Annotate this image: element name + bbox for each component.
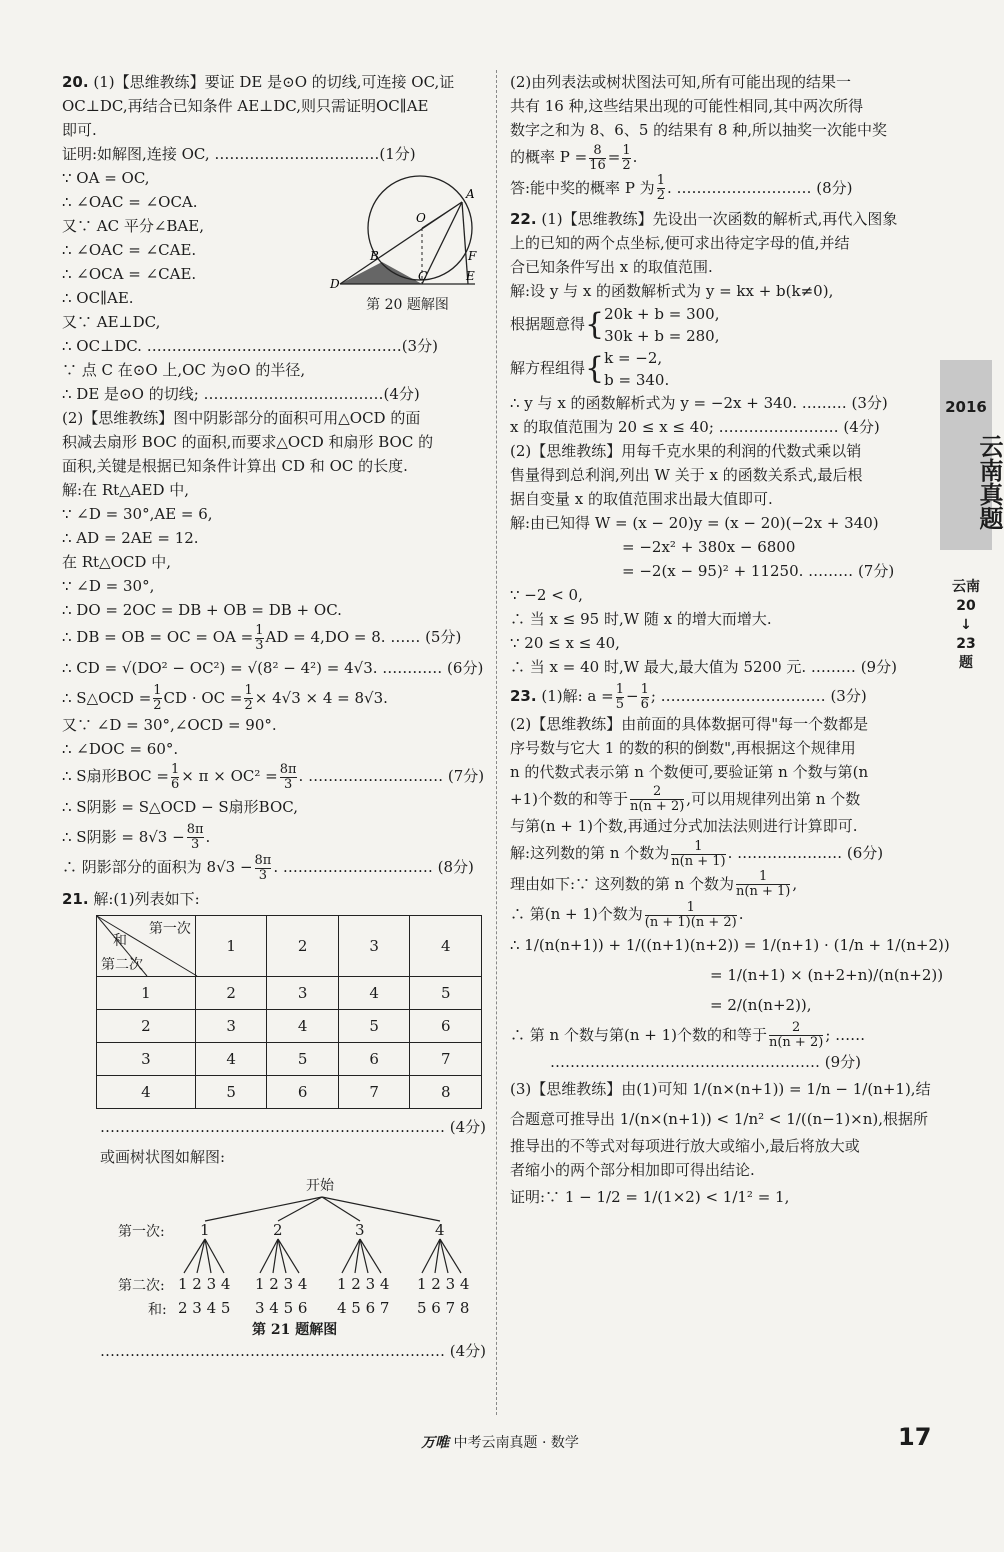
q20-solution-line: 解:在 Rt△AED 中, (62, 481, 190, 499)
q23-equation: ∴ 1/(n(n+1)) + 1/((n+1)(n+2)) = 1/(n+1) · (1/n + 1/(n+2)) (510, 935, 950, 954)
table-col-header: 1 (195, 915, 267, 976)
table-row-header: 1 (97, 976, 196, 1009)
q20-proof-line: ∴ ∠OAC = ∠OCA. (62, 193, 198, 211)
svg-text:A: A (466, 187, 475, 201)
q20-number: 20. (62, 73, 89, 91)
tree-start: 开始 (306, 1177, 334, 1194)
tree-node: 2 (273, 1220, 283, 1239)
q23-equation: = 1/(n+1) × (n+2+n)/(n(n+2)) (710, 965, 944, 984)
table-cell: 5 (267, 1042, 339, 1075)
q20-proof-line: ∴ OC∥AE. (62, 289, 134, 307)
table-cell: 8 (410, 1075, 482, 1108)
q20-proof-line: ∴ DE 是⊙O 的切线; ………………………………(4分) (62, 385, 420, 403)
q20-proof-line: ∴ OC⊥DC. ……………………………………………(3分) (62, 337, 438, 355)
svg-text:E: E (466, 269, 475, 283)
tree-node: 4 (435, 1220, 445, 1239)
q20-solution-line: 在 Rt△OCD 中, (62, 553, 171, 571)
q22-number: 22. (510, 210, 537, 228)
tree-leaves: 1 2 3 4 (178, 1274, 231, 1293)
q20-solution-line: ∵ ∠D = 30°, (62, 577, 155, 595)
q20-solution-line: 又∵ ∠D = 30°,∠OCD = 90°. (62, 716, 277, 734)
table-col-header: 2 (267, 915, 339, 976)
q22-part2-hint: 据自变量 x 的取值范围求出最大值即可. (510, 490, 773, 508)
q23-solution-line: ∴ 第 n 个数与第(n + 1)个数的和等于 $\frac{2}{n(n + 2)}$ ; …… (510, 1020, 866, 1050)
table-cell: 4 (267, 1009, 339, 1042)
q22-system: 根据题意得{ 20k + b = 300, 30k + b = 280, (510, 305, 720, 345)
q21-points: …………………………………………………………… (4分) (100, 1341, 487, 1360)
q23-points: ……………………………………………… (9分) (550, 1053, 862, 1071)
q21-intro: 解:(1)列表如下: (93, 889, 200, 908)
svg-text:D: D (330, 277, 340, 291)
q21-points: …………………………………………………………… (4分) (100, 1117, 487, 1136)
q20-solution-line: ∴ S阴影 = S△OCD − S扇形BOC, (62, 797, 298, 816)
table-cell: 6 (338, 1042, 410, 1075)
tree-node: 3 (355, 1220, 365, 1239)
tree-second-label: 第二次: (118, 1277, 165, 1294)
svg-text:C: C (418, 269, 428, 283)
q20-solution-line: ∴ AD = 2AE = 12. (62, 529, 199, 547)
q20-proof-line: 又∵ AC 平分∠BAE, (62, 217, 204, 235)
q22-solution-line: x 的取值范围为 20 ≤ x ≤ 40; …………………… (4分) (510, 418, 880, 436)
table-row-header: 4 (97, 1075, 196, 1108)
table-cell: 3 (195, 1009, 267, 1042)
q20-proof-line: ∴ ∠OCA = ∠CAE. (62, 265, 197, 283)
tree-first-label: 第一次: (118, 1223, 165, 1240)
side-year: 2016 (945, 398, 987, 416)
q22-solution-line: ∴ 当 x = 40 时,W 最大,最大值为 5200 元. ……… (9分) (510, 658, 897, 676)
q23-hint-line: +1)个数的和等于 $\frac{2}{n(n + 2)}$ ,可以用规律列出第 n 个数 (510, 784, 861, 814)
table-cell: 2 (195, 976, 267, 1009)
sum-table (96, 915, 482, 1109)
q20-solution-line: ∴ CD = √(DO² − OC²) = √(8² − 4²) = 4√3. ………… (6分) (62, 658, 484, 677)
q22-solution-line: ∵ −2 < 0, (510, 586, 583, 604)
q23-part3-hint: (3)【思维教练】由(1)可知 1/(n×(n+1)) = 1/n − 1/(n+1),结 (510, 1080, 931, 1098)
q21-part2-line: 共有 16 种,这些结果出现的可能性相同,其中两次所得 (510, 97, 864, 115)
tree-sum-label: 和: (148, 1301, 167, 1318)
tree-node: 1 (200, 1220, 210, 1239)
q22-hint-line: (1)【思维教练】先设出一次函数的解析式,再代入图象 (541, 210, 898, 228)
table-diagonal-header (97, 915, 196, 976)
q23-part3-hint: 推导出的不等式对每项进行放大或缩小,最后将放大或 (510, 1137, 860, 1155)
side-tab (940, 360, 1004, 550)
column-divider (496, 70, 497, 1415)
q22-hint-line: 上的已知的两个点坐标,便可求出待定字母的值,并结 (510, 234, 850, 252)
q22-solution-line: ∴ y 与 x 的函数解析式为 y = −2x + 340. ……… (3分) (510, 394, 888, 412)
q22-part2-hint: 售量得到总利润,列出 W 关于 x 的函数关系式,最后根 (510, 466, 863, 484)
table-row (97, 1042, 482, 1075)
table-row (97, 1009, 482, 1042)
q20-part2-hint: 积减去扇形 BOC 的面积,而要求△OCD 和扇形 BOC 的 (62, 433, 434, 451)
table-cell: 7 (338, 1075, 410, 1108)
header-first: 第一次 (148, 920, 191, 937)
page-footer (0, 1432, 1000, 1452)
q23-hint-line: n 的代数式表示第 n 个数便可,要验证第 n 个数与第(n (510, 762, 869, 781)
q22-system: 解方程组得{ k = −2, b = 340. (510, 349, 670, 389)
table-row-header: 3 (97, 1042, 196, 1075)
table-row (97, 1075, 482, 1108)
tree-sums: 5 6 7 8 (417, 1298, 470, 1317)
svg-text:F: F (468, 249, 477, 263)
q23-hint-line: 序号数与它大 1 的数的积的倒数",再根据这个规律用 (510, 738, 856, 757)
q20-solution-line: ∵ ∠D = 30°,AE = 6, (62, 505, 213, 523)
table-cell: 5 (410, 976, 482, 1009)
side-title: 云南真题 (975, 434, 1004, 530)
table-row (97, 976, 482, 1009)
table-col-header: 3 (338, 915, 410, 976)
q20-solution-line: ∴ DO = 2OC = DB + OB = DB + OC. (62, 601, 342, 619)
brand-logo: 万唯 (421, 1435, 450, 1451)
q20-figure (330, 160, 485, 313)
q22-hint-line: 合已知条件写出 x 的取值范围. (510, 258, 713, 276)
q23-part3-hint: 合题意可推导出 1/(n×(n+1)) < 1/n² < 1/((n−1)×n),根据所 (510, 1110, 929, 1128)
q22-solution-line: 解:设 y 与 x 的函数解析式为 y = kx + b(k≠0), (510, 282, 834, 300)
side-note: 云南 20 ↓ 23 题 (952, 579, 980, 671)
q20-figure-caption: 第 20 题解图 (366, 297, 449, 313)
q20-proof-line: 又∵ AE⊥DC, (62, 313, 161, 331)
footer-text: 中考云南真题 · 数学 (453, 1435, 579, 1451)
q20-part2-hint: 面积,关键是根据已知条件计算出 CD 和 OC 的长度. (62, 457, 408, 475)
table-cell: 6 (267, 1075, 339, 1108)
shaded-region (340, 262, 422, 284)
q20-solution-line: ∴ 阴影部分的面积为 8√3 − $\frac{8\pi}{3}$ . ………………………… (8分) (62, 852, 474, 883)
tree-leaves: 1 2 3 4 (337, 1274, 390, 1293)
header-sum: 和 (113, 932, 127, 949)
page-number: 17 (898, 1423, 932, 1451)
q21-part2-line: (2)由列表法或树状图法可知,所有可能出现的结果一 (510, 73, 852, 91)
q22-part2-hint: (2)【思维教练】用每千克水果的利润的代数式乘以销 (510, 442, 862, 460)
table-cell: 5 (338, 1009, 410, 1042)
table-cell: 5 (195, 1075, 267, 1108)
q23-solution-line: 理由如下:∵ 这列数的第 n 个数为 $\frac{1}{n(n + 1)}$ , (510, 869, 798, 899)
tree-leaves: 1 2 3 4 (417, 1274, 470, 1293)
q20-solution-line: ∴ S扇形BOC = $\frac{1}{6}$ × π × OC² = $\frac{8\pi}{3}$ . ……………………… (7分) (62, 761, 485, 792)
header-second: 第二次 (101, 956, 143, 973)
circle-tangent-diagram (330, 160, 485, 290)
q20-solution-line: ∴ ∠DOC = 60°. (62, 740, 179, 758)
table-cell: 3 (267, 976, 339, 1009)
q20-proof-line: ∴ ∠OAC = ∠CAE. (62, 241, 197, 259)
q21-answer: 答:能中奖的概率 P 为 $\frac{1}{2}$ . ……………………… (8分) (510, 173, 853, 203)
q21-part2-line: 的概率 P = $\frac{8}{16}$ = $\frac{1}{2}$ . (510, 142, 638, 173)
q20-part2-hint: (2)【思维教练】图中阴影部分的面积可用△OCD 的面 (62, 409, 421, 427)
q23-equation: = 2/(n(n+2)), (710, 995, 812, 1014)
q22-solution-line: ∴ 当 x ≤ 95 时,W 随 x 的增大而增大. (510, 610, 772, 628)
q21-number: 21. (62, 889, 89, 908)
tree-sums: 2 3 4 5 (178, 1298, 231, 1317)
q22-solution-line: = −2x² + 380x − 6800 (622, 538, 796, 556)
right-column (510, 70, 950, 1212)
q20-solution-line: ∴ S阴影 = 8√3 − $\frac{8\pi}{3}$ . (62, 822, 211, 852)
q20-hint-line: 即可. (62, 121, 97, 139)
q23-part1: (1)解: a = $\frac{1}{5}$ − $\frac{1}{6}$ ; …………………………… (3分) (541, 681, 867, 712)
tree-leaves: 1 2 3 4 (255, 1274, 308, 1293)
table-cell: 6 (410, 1009, 482, 1042)
q21-tree-intro: 或画树状图如解图: (100, 1147, 226, 1166)
q20-proof-line: ∵ 点 C 在⊙O 上,OC 为⊙O 的半径, (62, 361, 306, 379)
q23-hint-line: (2)【思维教练】由前面的具体数据可得"每一个数都是 (510, 714, 869, 733)
table-row-header: 2 (97, 1009, 196, 1042)
tree-diagram (62, 1169, 482, 1339)
q23-number: 23. (510, 687, 537, 705)
q23-solution-line: 解:这列数的第 n 个数为 $\frac{1}{n(n + 1)}$ . ………………… (6分) (510, 838, 884, 869)
q20-solution-line: ∴ DB = OB = OC = OA = $\frac{1}{3}$ AD = 4,DO = 8. …… (5分) (62, 622, 462, 653)
svg-text:B: B (370, 249, 379, 263)
q20-proof-line: ∵ OA = OC, (62, 169, 150, 187)
q23-solution-line: ∴ 第(n + 1)个数为 $\frac{1}{(n + 1)(n + 2)}$ . (510, 899, 744, 930)
q22-solution-line: 解:由已知得 W = (x − 20)y = (x − 20)(−2x + 340) (510, 514, 879, 532)
q23-part3-hint: 者缩小的两个部分相加即可得出结论. (510, 1161, 755, 1179)
tree-sums: 3 4 5 6 (255, 1298, 308, 1317)
q23-proof-line: 证明:∵ 1 − 1/2 = 1/(1×2) < 1/1² = 1, (510, 1188, 790, 1206)
q20-hint-line: (1)【思维教练】要证 DE 是⊙O 的切线,可连接 OC,证 (93, 73, 455, 91)
q22-solution-line: ∵ 20 ≤ x ≤ 40, (510, 634, 620, 652)
q20-proof-line: 证明:如解图,连接 OC, ……………………………(1分) (62, 145, 416, 163)
svg-text:O: O (416, 211, 426, 225)
table-cell: 4 (338, 976, 410, 1009)
q20-hint-line: OC⊥DC,再结合已知条件 AE⊥DC,则只需证明OC∥AE (62, 97, 429, 115)
table-cell: 4 (195, 1042, 267, 1075)
q21-part2-line: 数字之和为 8、6、5 的结果有 8 种,所以抽奖一次能中奖 (510, 121, 888, 139)
q20-solution-line: ∴ S△OCD = $\frac{1}{2}$ CD · OC = $\frac{1}{2}$ × 4√3 × 4 = 8√3. (62, 683, 388, 713)
table-cell: 7 (410, 1042, 482, 1075)
tree-sums: 4 5 6 7 (337, 1298, 390, 1317)
q22-solution-line: = −2(x − 95)² + 11250. ……… (7分) (622, 562, 895, 580)
table-col-header: 4 (410, 915, 482, 976)
tree-caption: 第 21 题解图 (252, 1321, 338, 1338)
q23-hint-line: 与第(n + 1)个数,再通过分式加法法则进行计算即可. (510, 817, 858, 835)
